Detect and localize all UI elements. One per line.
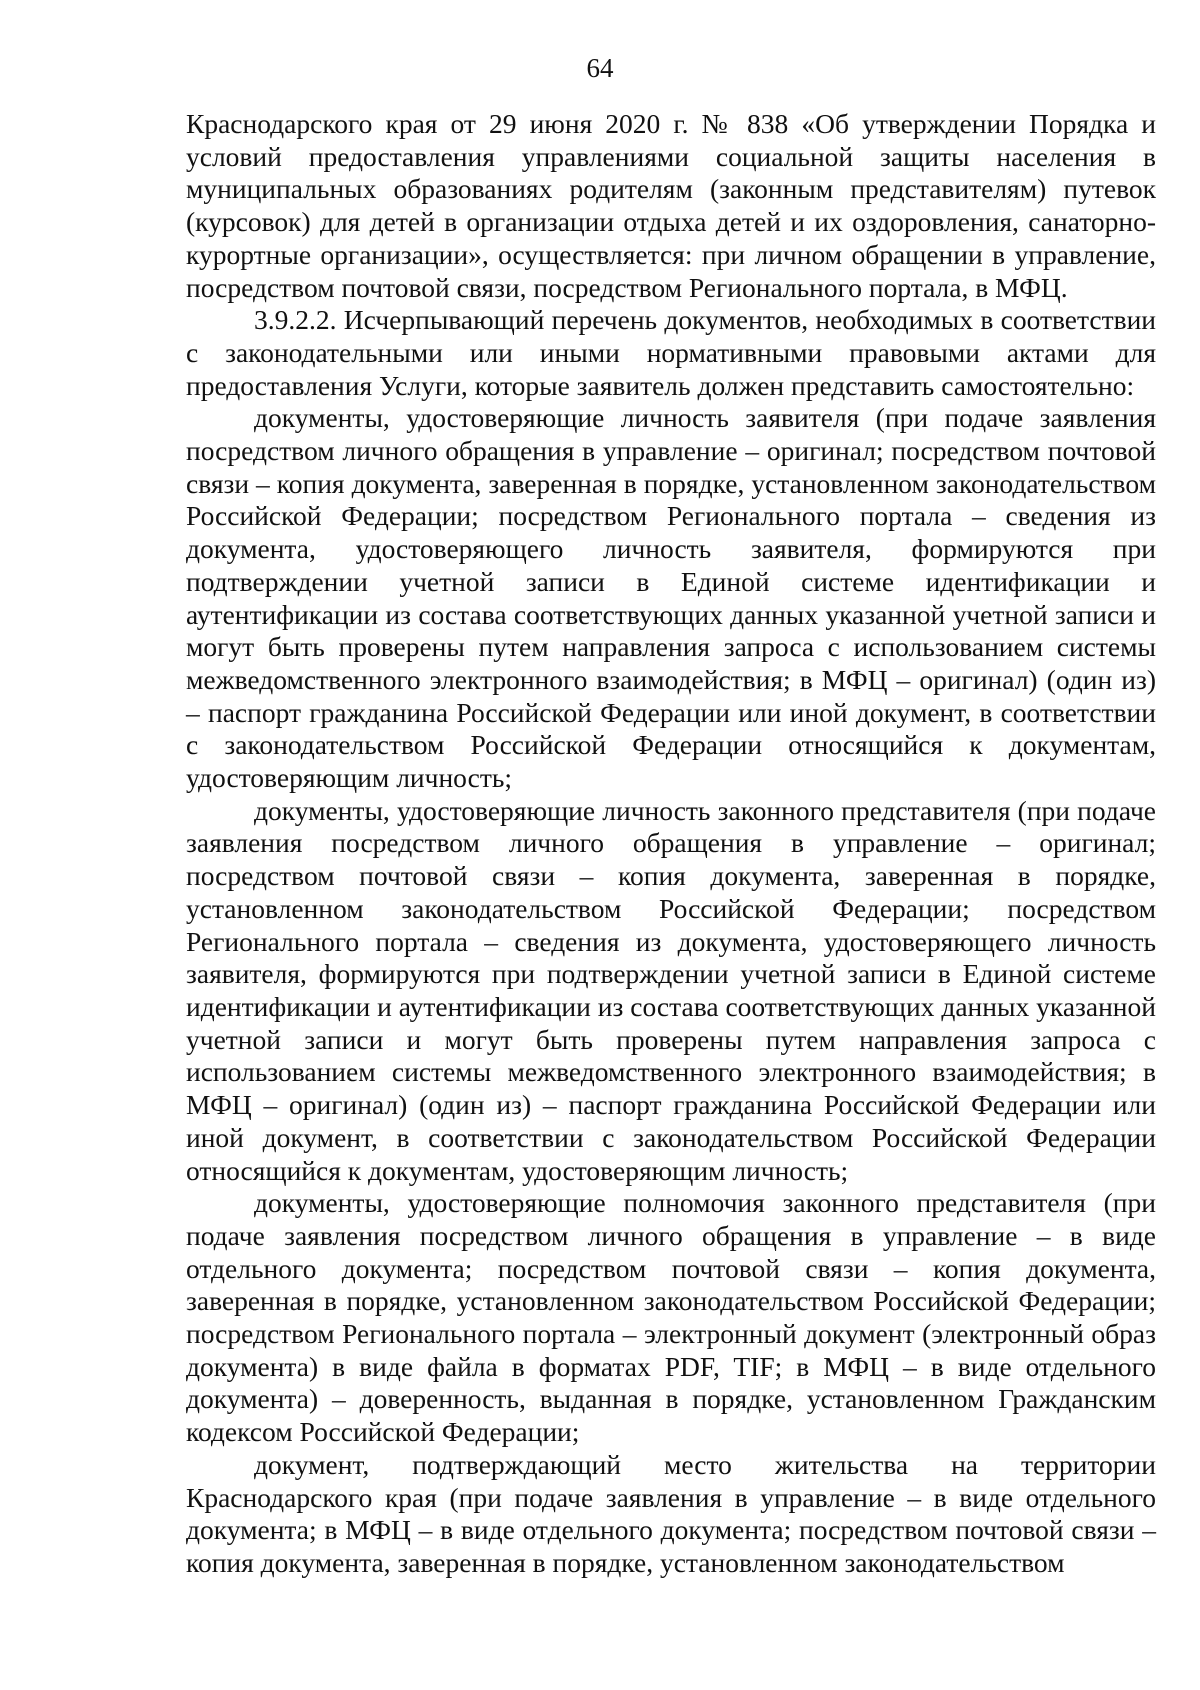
- paragraph-continuation: Краснодарского края от 29 июня 2020 г. № 838 «Об утверждении Порядка и условий предоставления управлениями социальной защиты населения в муниципальных образованиях родителям (законным представителям) путевок (курсовок) для детей в организации отдыха детей и их оздоровления, санаторно-курортные организации», осуществляется: при личном обращении в управление, посредством почтовой связи, посредством Регионального портала, в МФЦ.: [186, 108, 1156, 303]
- paragraph-residence-document: документ, подтверждающий место жительства на территории Краснодарского края (при подаче заявления в управление – в виде отдельного документа; в МФЦ – в виде отдельного документа; посредством почтовой связи – копия документа, заверенная в порядке, установленном законодательством: [186, 1448, 1156, 1578]
- document-body: [186, 108, 1156, 1580]
- paragraph-applicant-identity-documents: документы, удостоверяющие личность заявителя (при подаче заявления посредством личного обращения в управление – оригинал; посредством почтовой связи – копия документа, заверенная в порядке, установленном законодательством Российской Федерации; посредством Регионального портала – сведения из документа, удостоверяющего личность заявителя, формируются при подтверждении учетной записи в Единой системе идентификации и аутентификации из состава соответствующих данных указанной учетной записи и могут быть проверены путем направления запроса с использованием системы межведомственного электронного взаимодействия; в МФЦ – оригинал) (один из) – паспорт гражданина Российской Федерации или иной документ, в соответствии с законодательством Российской Федерации относящийся к документам, удостоверяющим личность;: [186, 402, 1156, 794]
- paragraph-representative-identity-documents: документы, удостоверяющие личность законного представителя (при подаче заявления посредством личного обращения в управление – оригинал; посредством почтовой связи – копия документа, заверенная в порядке, установленном законодательством Российской Федерации; посредством Регионального портала – сведения из документа, удостоверяющего личность заявителя, формируются при подтверждении учетной записи в Единой системе идентификации и аутентификации из состава соответствующих данных указанной учетной записи и могут быть проверены путем направления запроса с использованием системы межведомственного электронного взаимодействия; в МФЦ – оригинал) (один из) – паспорт гражданина Российской Федерации или иной документ, в соответствии с законодательством Российской Федерации относящийся к документам, удостоверяющим личность;: [186, 794, 1156, 1186]
- page-number: 64: [586, 53, 614, 83]
- paragraph-representative-authority-documents: документы, удостоверяющие полномочия законного представителя (при подаче заявления посредством личного обращения в управление – в виде отдельного документа; посредством почтовой связи – копия документа, заверенная в порядке, установленном законодательством Российской Федерации; посредством Регионального портала – электронный документ (электронный образ документа) в виде файла в форматах PDF, TIF; в МФЦ – в виде отдельного документа) – доверенность, выданная в порядке, установленном Гражданским кодексом Российской Федерации;: [186, 1187, 1156, 1448]
- paragraph-3-9-2-2: 3.9.2.2. Исчерпывающий перечень документов, необходимых в соответствии с законодательными или иными нормативными правовыми актами для предоставления Услуги, которые заявитель должен представить самостоятельно:: [186, 304, 1156, 401]
